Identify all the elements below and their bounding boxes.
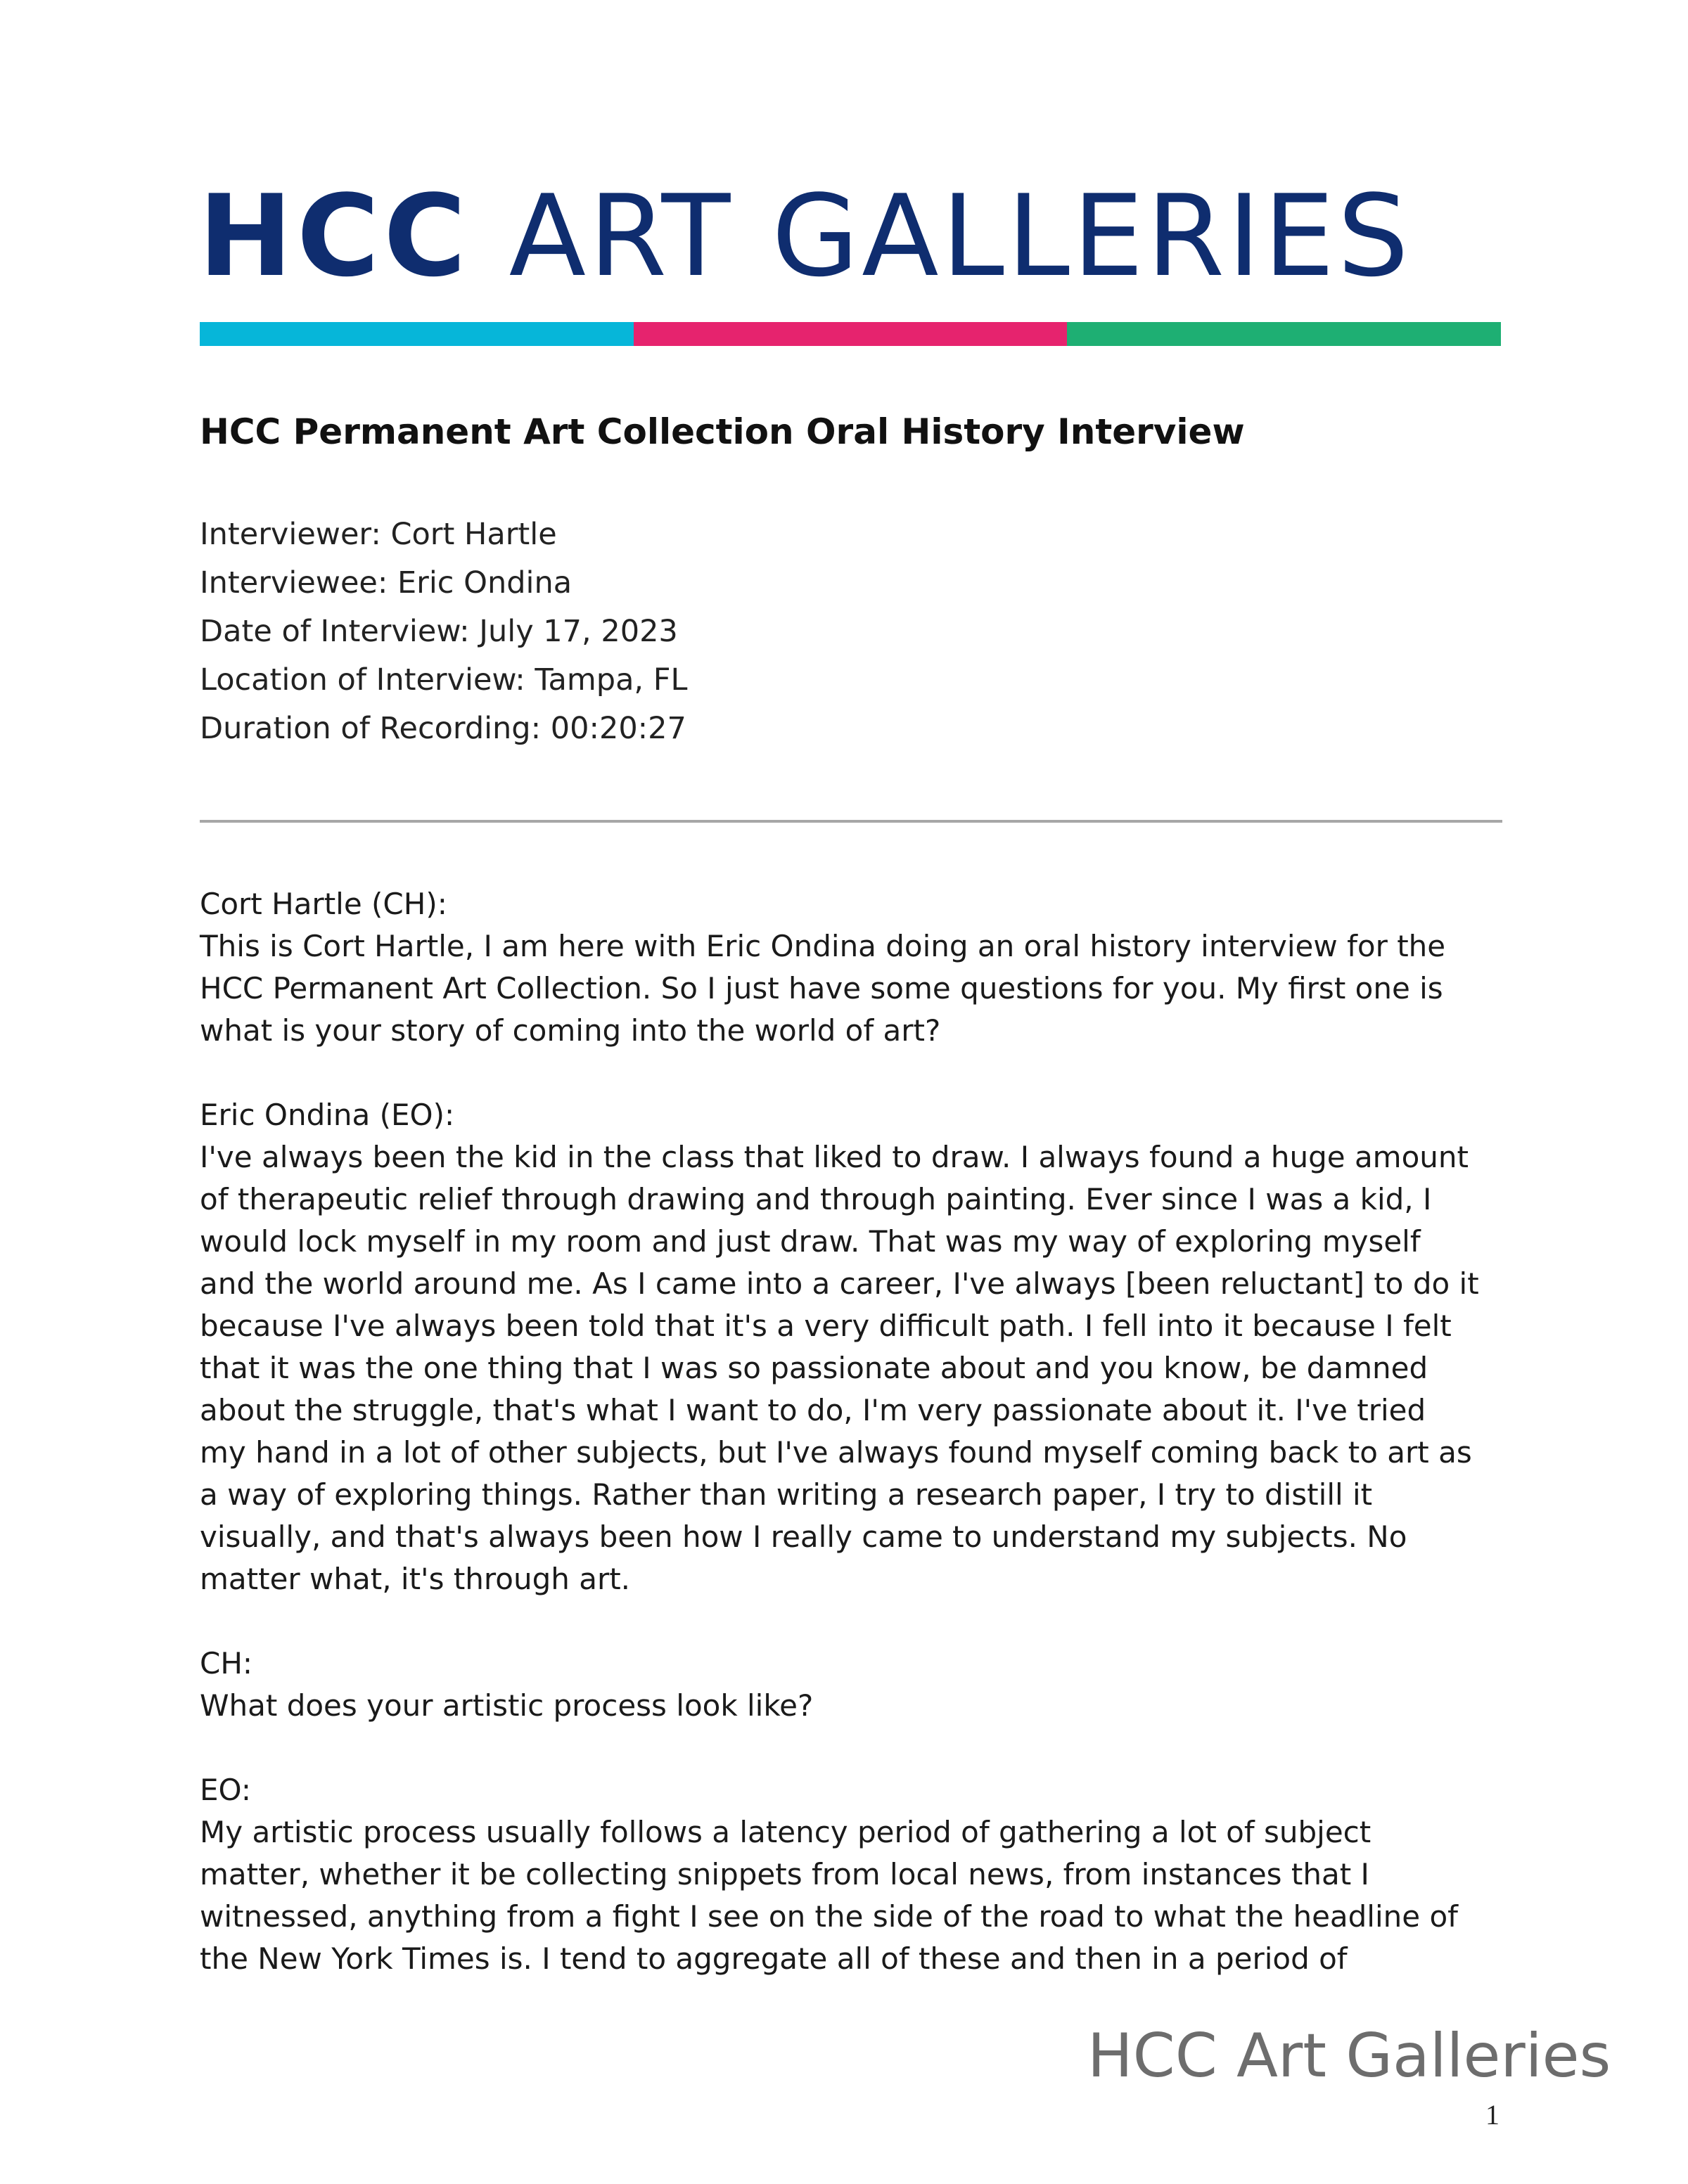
transcript-line: because I've always been told that it's a very difficult path. I fell into it because I felt [200,1309,1452,1343]
meta-interviewer: Interviewer: Cort Hartle [200,517,557,552]
brand-color-bar [200,322,1501,346]
color-bar-segment [634,322,1068,346]
meta-location: Location of Interview: Tampa, FL [200,662,688,698]
transcript-line: my hand in a lot of other subjects, but I've always found myself coming back to art as [200,1435,1472,1470]
transcript-line: My artistic process usually follows a latency period of gathering a lot of subject [200,1815,1372,1849]
color-bar-segment [1067,322,1501,346]
logo-bold-text: HCC [198,170,471,302]
speaker-label: CH: [200,1646,253,1681]
transcript-line: would lock myself in my room and just draw. That was my way of exploring myself [200,1224,1421,1259]
paragraph-gap [200,1600,1508,1643]
speaker-label: Cort Hartle (CH): [200,887,447,921]
section-divider [200,820,1502,823]
meta-duration: Duration of Recording: 00:20:27 [200,711,686,746]
meta-date: Date of Interview: July 17, 2023 [200,614,678,649]
transcript-line: visually, and that's always been how I really came to understand my subjects. No [200,1520,1407,1554]
transcript-line: matter, whether it be collecting snippets from local news, from instances that I [200,1857,1369,1891]
transcript-line: what is your story of coming into the world of art? [200,1013,941,1048]
paragraph-gap [200,1727,1508,1769]
speaker-label: EO: [200,1773,252,1807]
page-number: 1 [1485,2099,1500,2131]
transcript-line: of therapeutic relief through drawing and through painting. Ever since I was a kid, I [200,1182,1432,1216]
transcript-line: matter what, it's through art. [200,1562,631,1596]
transcript-line: What does your artistic process look like? [200,1688,814,1723]
transcript-block [200,1769,1508,1980]
transcript-block [200,1094,1508,1600]
logo-light-text: ART GALLERIES [509,170,1412,302]
gallery-logo [198,170,1505,302]
footer-brand: HCC Art Galleries [1087,2021,1611,2091]
transcript-line: witnessed, anything from a fight I see on the side of the road to what the headline of [200,1899,1458,1934]
transcript-block [200,1643,1508,1727]
meta-interviewee: Interviewee: Eric Ondina [200,565,573,600]
paragraph-gap [200,1052,1508,1094]
interview-metadata [200,510,687,753]
color-bar-segment [200,322,634,346]
speaker-label: Eric Ondina (EO): [200,1098,455,1132]
transcript-block [200,883,1508,1052]
transcript-line: and the world around me. As I came into a career, I've always [been reluctant] to do it [200,1266,1479,1301]
transcript-line: This is Cort Hartle, I am here with Eric Ondina doing an oral history interview for the [200,929,1446,963]
transcript-line: about the struggle, that's what I want to do, I'm very passionate about it. I've tried [200,1393,1426,1427]
transcript [200,883,1508,1980]
transcript-line: that it was the one thing that I was so passionate about and you know, be damned [200,1351,1428,1385]
transcript-line: a way of exploring things. Rather than writing a research paper, I try to distill it [200,1477,1373,1512]
document-title: HCC Permanent Art Collection Oral History Interview [200,411,1245,452]
transcript-line: I've always been the kid in the class that liked to draw. I always found a huge amount [200,1140,1469,1174]
transcript-line: the New York Times is. I tend to aggregate all of these and then in a period of [200,1941,1348,1976]
transcript-line: HCC Permanent Art Collection. So I just have some questions for you. My first one is [200,971,1443,1006]
